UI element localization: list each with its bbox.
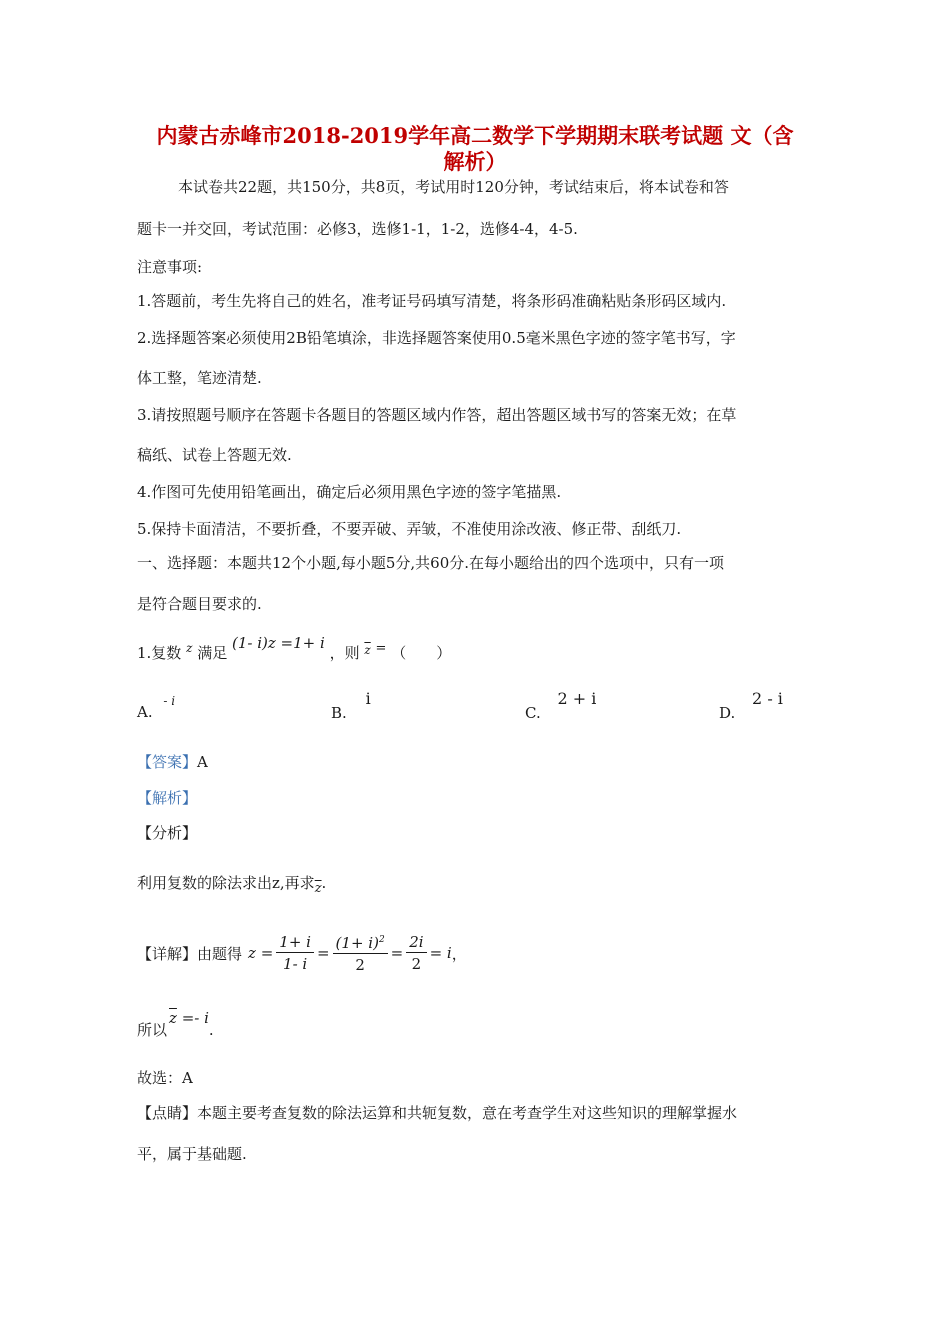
detail-lhs: z =: [248, 944, 274, 962]
fenxi-text: [137, 872, 327, 896]
intro-line1: 本试卷共22题，共150分，共8页，考试用时120分钟，考试结束后，将本试卷和答: [178, 178, 729, 196]
question-1-mid: 满足: [197, 644, 228, 662]
detail-eq2: =: [390, 944, 404, 962]
so-line: [137, 1009, 214, 1039]
so-dot: .: [208, 1021, 214, 1039]
option-c[interactable]: [525, 689, 597, 722]
option-a-value: - i: [163, 694, 176, 708]
question-1-eq: =: [375, 641, 387, 656]
question-1-equation: (1- i)z =1+ i: [232, 634, 325, 652]
section-line1: 一、选择题：本题共12个小题,每小题5分,共60分.在每小题给出的四个选项中，只有一项: [137, 554, 725, 572]
question-1-paren: （ ）: [391, 644, 452, 662]
detail-result: = i: [429, 944, 452, 962]
notice-item2-line1: 2.选择题答案必须使用2B铅笔填涂，非选择题答案使用0.5毫米黑色字迹的签字笔书写，字: [137, 329, 736, 347]
detail-fraction-3-den: 2: [411, 954, 422, 973]
comment-line2: 平，属于基础题.: [137, 1145, 247, 1163]
detail-eq1: =: [316, 944, 330, 962]
detail-fraction-2-den: 2: [355, 956, 365, 974]
section-line2: 是符合题目要求的.: [137, 595, 262, 613]
notice-item3-line2: 稿纸、试卷上答题无效.: [137, 446, 292, 464]
analysis-tag: 【解析】: [137, 789, 198, 807]
answer-line: [137, 751, 208, 772]
comment-line1: [137, 1102, 737, 1123]
detail-line: [137, 930, 467, 976]
detail-text: 由题得: [197, 944, 243, 963]
detail-tag: 【详解】: [137, 944, 198, 963]
choose-line: 故选：A: [137, 1069, 193, 1087]
question-1-conj: $\overline{z}$: [364, 643, 371, 657]
answer-value: A: [197, 753, 208, 771]
question-1: [137, 634, 452, 663]
option-a-label: A.: [137, 703, 153, 721]
so-conj: $\overline{z}$: [169, 1009, 177, 1027]
notice-item1: 1.答题前，考生先将自己的姓名，准考证号码填写清楚，将条形码准确粘贴条形码区域内.: [137, 292, 727, 310]
option-d-label: D.: [719, 704, 736, 722]
option-c-label: C.: [525, 704, 541, 722]
detail-fraction-3-num: 2i: [406, 932, 426, 953]
so-rhs: =- i: [176, 1009, 209, 1027]
option-b-label: B.: [331, 704, 347, 722]
answer-tag: 【答案】: [137, 753, 198, 771]
question-1-var: z: [186, 641, 193, 655]
detail-comma: ，: [451, 944, 467, 963]
fenxi-text-before: 利用复数的除法求出z,再求: [137, 874, 315, 892]
detail-fraction-2-base: (1+ i): [335, 934, 379, 952]
detail-fraction-2-num: [333, 930, 388, 954]
detail-fraction-3: [406, 932, 426, 975]
notice-item2-line2: 体工整，笔迹清楚.: [137, 369, 262, 387]
intro-line2: 题卡一并交回，考试范围：必修3，选修1-1，1-2，选修4-4，4-5.: [137, 220, 578, 238]
question-1-prefix: 1.复数: [137, 644, 182, 662]
option-c-value: 2 + i: [557, 689, 597, 708]
detail-fraction-1-num: 1+ i: [276, 932, 314, 953]
doc-title-line1: 内蒙古赤峰市2018-2019学年高二数学下学期期末联考试题 文（含: [156, 123, 794, 148]
option-d[interactable]: [719, 689, 783, 722]
option-d-value: 2 - i: [752, 689, 783, 708]
detail-fraction-1-den: 1- i: [283, 954, 308, 973]
fenxi-text-after: .: [321, 874, 327, 892]
option-a[interactable]: [137, 694, 176, 721]
fenxi-tag: 【分析】: [137, 824, 198, 842]
fenxi-conj: $\overline{z}$: [314, 881, 322, 896]
notice-item4: 4.作图可先使用铅笔画出，确定后必须用黑色字迹的签字笔描黑.: [137, 483, 562, 501]
notice-heading: 注意事项:: [137, 258, 203, 276]
doc-title-line2: 解析）: [443, 149, 507, 174]
detail-fraction-2: [333, 930, 388, 976]
comment-tag: 【点睛】: [137, 1104, 198, 1122]
question-1-then: ，则: [329, 644, 360, 662]
so-text: 所以: [137, 1021, 168, 1039]
notice-item3-line1: 3.请按照题号顺序在答题卡各题目的答题区域内作答，超出答题区域书写的答案无效；在草: [137, 406, 737, 424]
detail-fraction-2-exp: 2: [378, 935, 385, 945]
comment-text: 本题主要考查复数的除法运算和共轭复数，意在考查学生对这些知识的理解掌握水: [197, 1104, 738, 1122]
notice-item5: 5.保持卡面清洁，不要折叠，不要弄破、弄皱，不准使用涂改液、修正带、刮纸刀.: [137, 520, 682, 538]
detail-fraction-1: [276, 932, 314, 975]
option-b[interactable]: [331, 689, 371, 722]
option-b-value: i: [365, 689, 371, 708]
